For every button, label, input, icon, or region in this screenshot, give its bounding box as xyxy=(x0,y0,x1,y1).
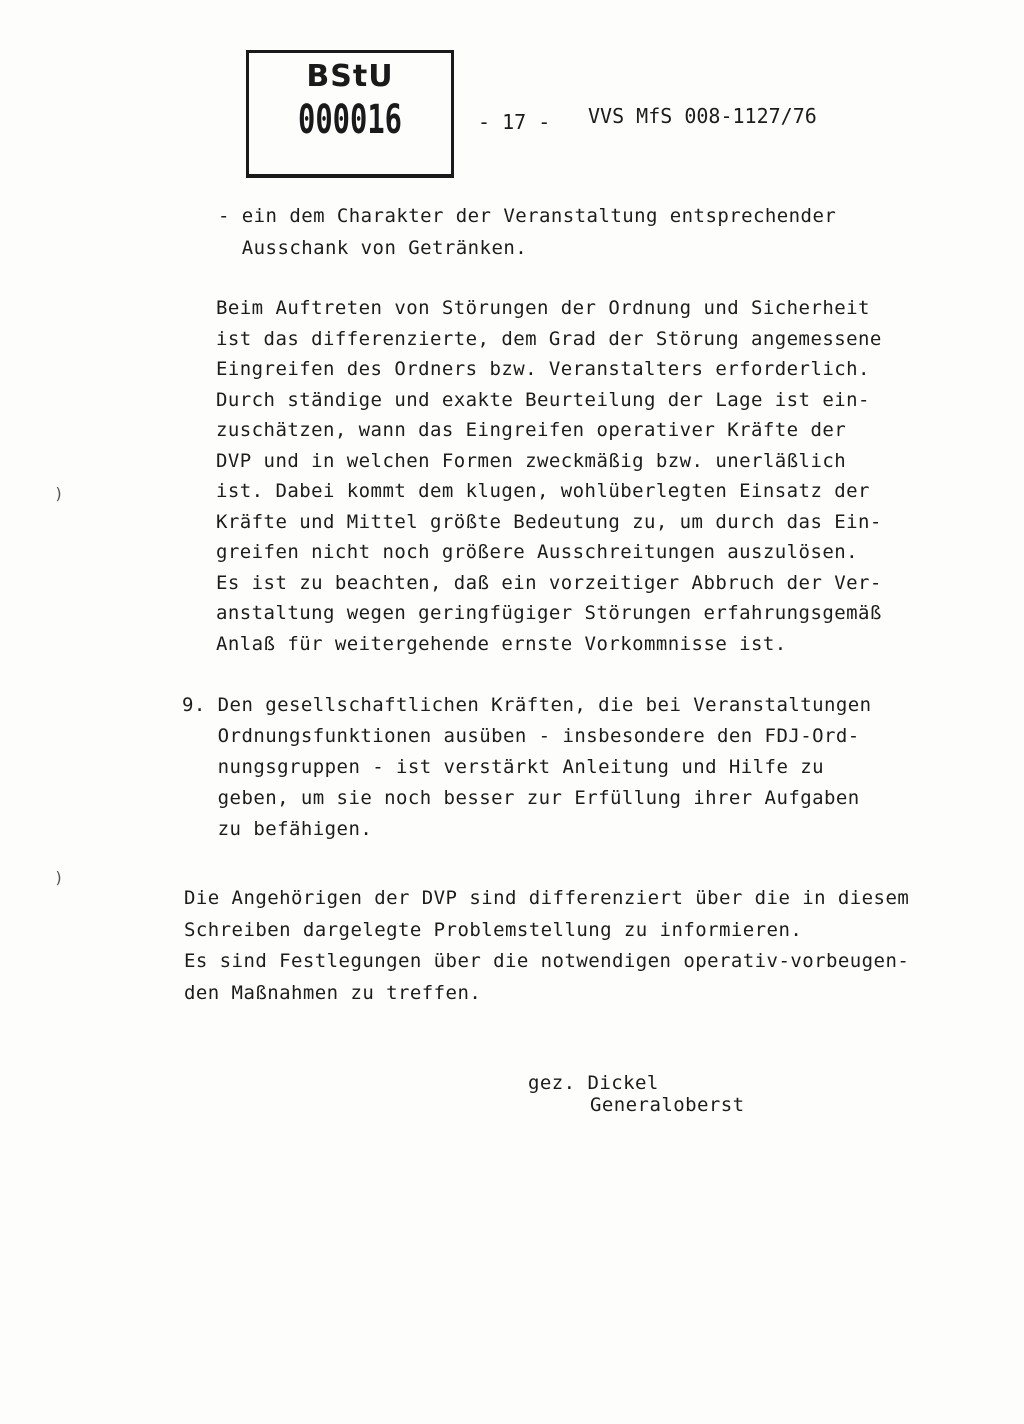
body-line: den Maßnahmen zu treffen. xyxy=(184,982,482,1004)
body-line: DVP und in welchen Formen zweckmäßig bzw. unerläßlich xyxy=(216,450,847,472)
signature-rank: Generaloberst xyxy=(590,1094,745,1116)
document-reference: VVS MfS 008-1127/76 xyxy=(588,104,817,128)
body-line: zuschätzen, wann das Eingreifen operativer Kräfte der xyxy=(216,419,847,441)
page-number: - 17 - xyxy=(478,110,551,134)
body-line: Es ist zu beachten, daß ein vorzeitiger Abbruch der Ver- xyxy=(216,572,882,594)
body-line: - ein dem Charakter der Veranstaltung entsprechender xyxy=(218,205,837,227)
body-line: nungsgruppen - ist verstärkt Anleitung und Hilfe zu xyxy=(182,756,825,778)
body-line: 9. Den gesellschaftlichen Kräften, die bei Veranstaltungen xyxy=(182,694,872,716)
body-line: Schreiben dargelegte Problemstellung zu informieren. xyxy=(184,919,803,941)
body-line: ist. Dabei kommt dem klugen, wohlüberlegten Einsatz der xyxy=(216,480,870,502)
body-line: Eingreifen des Ordners bzw. Veranstalters erforderlich. xyxy=(216,358,870,380)
body-line: Es sind Festlegungen über die notwendigen operativ-vorbeugen- xyxy=(184,950,910,972)
body-line: Ordnungsfunktionen ausüben - insbesondere den FDJ-Ord- xyxy=(182,725,860,747)
body-line: Ausschank von Getränken. xyxy=(218,237,528,259)
body-line: Beim Auftreten von Störungen der Ordnung und Sicherheit xyxy=(216,297,870,319)
stamp-title: BStU xyxy=(306,59,394,94)
body-line: Durch ständige und exakte Beurteilung der Lage ist ein- xyxy=(216,389,870,411)
body-line: zu befähigen. xyxy=(182,818,373,840)
body-line: Anlaß für weitergehende ernste Vorkommnisse ist. xyxy=(216,633,787,655)
punch-hole-mark: ) xyxy=(54,484,64,503)
signature-name: gez. Dickel xyxy=(528,1072,659,1094)
body-line: Die Angehörigen der DVP sind differenziert über die in diesem xyxy=(184,887,910,909)
body-line: geben, um sie noch besser zur Erfüllung ihrer Aufgaben xyxy=(182,787,860,809)
body-line: greifen nicht noch größere Ausschreitungen auszulösen. xyxy=(216,541,859,563)
stamp-number: 000016 xyxy=(297,97,403,143)
body-line: Kräfte und Mittel größte Bedeutung zu, um durch das Ein- xyxy=(216,511,882,533)
punch-hole-mark: ) xyxy=(54,868,64,887)
archive-stamp xyxy=(246,50,454,178)
body-line: ist das differenzierte, dem Grad der Störung angemessene xyxy=(216,328,882,350)
body-line: anstaltung wegen geringfügiger Störungen erfahrungsgemäß xyxy=(216,602,882,624)
